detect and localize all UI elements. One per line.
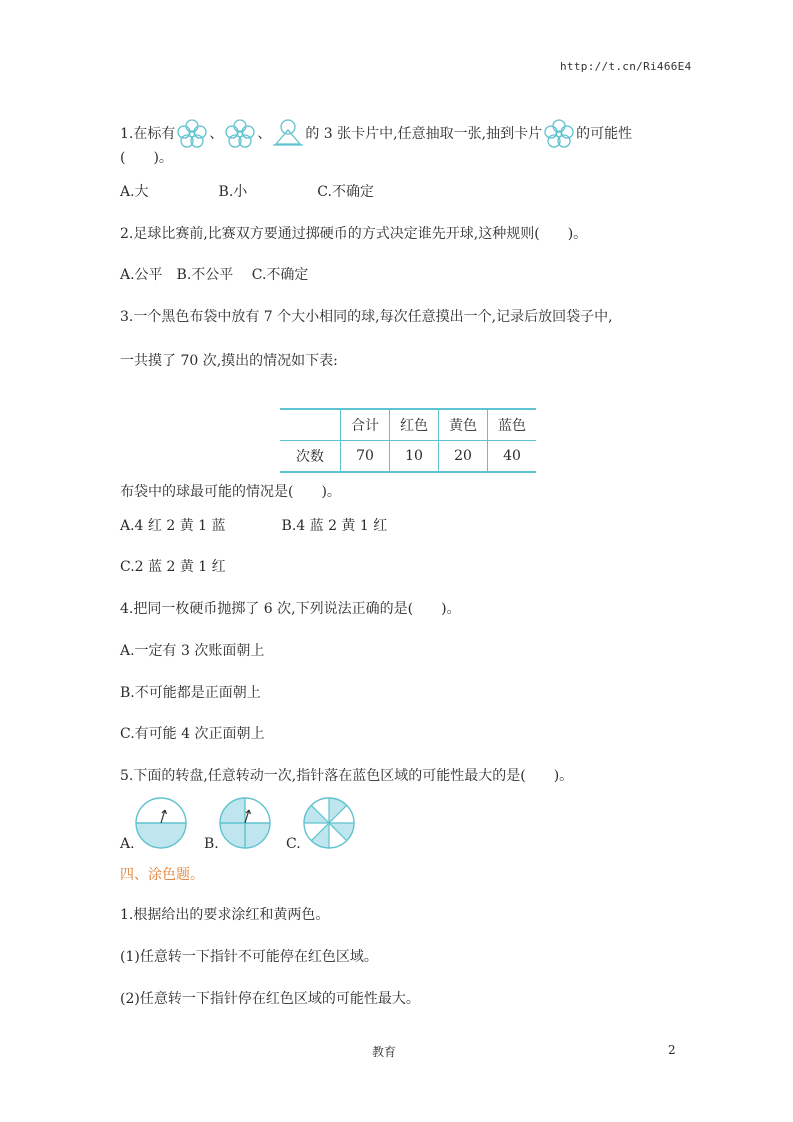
- spinner-options: [120, 796, 380, 852]
- table-header-cell: 红色: [390, 409, 439, 441]
- header-url: http://t.cn/Ri466E4: [560, 60, 692, 73]
- table-cell: 20: [439, 441, 488, 473]
- flower-card-icon: [223, 117, 257, 149]
- spinner-c-label: C.: [286, 836, 301, 852]
- question-2: 2.足球比赛前,比赛双方要通过掷硬币的方式决定谁先开球,这种规则( )。: [120, 226, 588, 242]
- section4-sub2: (2)任意转一下指针停在红色区域的可能性最大。: [120, 991, 420, 1007]
- table-header-cell: 黄色: [439, 409, 488, 441]
- page-number: 2: [668, 1043, 676, 1057]
- q1-prefix: 1.在标有: [120, 126, 176, 142]
- q3-options-ab: A.4 红 2 黄 1 蓝 B.4 蓝 2 黄 1 红: [120, 518, 388, 534]
- section4-sub1: (1)任意转一下指针不可能停在红色区域。: [120, 949, 378, 965]
- table-header-cell: 蓝色: [488, 409, 537, 441]
- flower-card-icon: [175, 117, 209, 149]
- question-3-line2: 一共摸了 70 次,摸出的情况如下表:: [120, 353, 338, 369]
- table-row-label: 次数: [280, 441, 341, 473]
- q1-options: A.大 B.小 C.不确定: [120, 184, 374, 200]
- q1-sep2: 、: [257, 126, 272, 142]
- q1-mid: 的 3 张卡片中,任意抽取一张,抽到卡片: [305, 126, 543, 142]
- q4-option-c: C.有可能 4 次正面朝上: [120, 726, 265, 742]
- q4-option-a: A.一定有 3 次账面朝上: [120, 643, 265, 659]
- footer-text: 教育: [372, 1045, 397, 1059]
- question-3-line1: 3.一个黑色布袋中放有 7 个大小相同的球,每次任意摸出一个,记录后放回袋子中,: [120, 309, 613, 325]
- table-row: [280, 441, 536, 473]
- table-cell: 70: [341, 441, 390, 473]
- ball-count-table: [280, 408, 536, 473]
- section4-item1: 1.根据给出的要求涂红和黄两色。: [120, 907, 330, 923]
- q1-suffix: 的可能性: [576, 126, 633, 142]
- q3-question: 布袋中的球最可能的情况是( )。: [120, 484, 341, 500]
- question-4: 4.把同一枚硬币抛掷了 6 次,下列说法正确的是( )。: [120, 601, 461, 617]
- table-cell: 40: [488, 441, 537, 473]
- q1-blank-line: ( )。: [120, 150, 173, 166]
- spinner-a-icon: [132, 796, 190, 852]
- section-title: 四、涂色题。: [120, 867, 204, 883]
- q1-sep1: 、: [209, 126, 224, 142]
- table-header-cell: 合计: [341, 409, 390, 441]
- question-1: [120, 117, 632, 149]
- table-cell: 10: [390, 441, 439, 473]
- spinner-b-label: B.: [204, 836, 219, 852]
- table-corner-cell: [280, 409, 341, 441]
- q4-option-b: B.不可能都是正面朝上: [120, 685, 261, 701]
- question-5: 5.下面的转盘,任意转动一次,指针落在蓝色区域的可能性最大的是( )。: [120, 768, 574, 784]
- flower-card-icon: [542, 117, 576, 149]
- spinner-a-label: A.: [120, 836, 135, 852]
- table-header-row: [280, 409, 536, 441]
- tree-card-icon: [271, 117, 305, 149]
- q3-option-c: C.2 蓝 2 黄 1 红: [120, 559, 226, 575]
- spinner-c-icon: [300, 796, 358, 852]
- q2-options: A.公平 B.不公平 C.不确定: [120, 267, 309, 283]
- spinner-b-icon: [216, 796, 274, 852]
